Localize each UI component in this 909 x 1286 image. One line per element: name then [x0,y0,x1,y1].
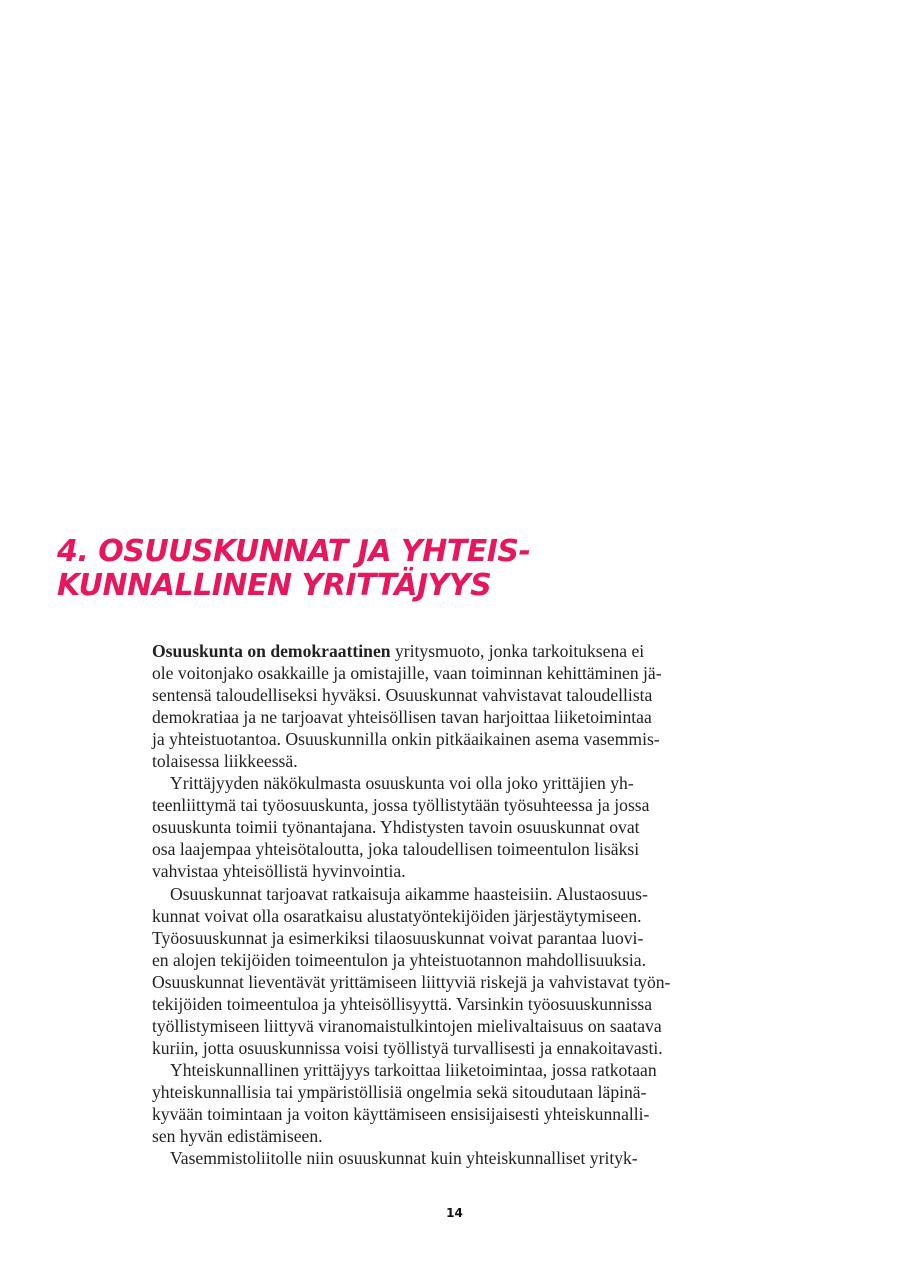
text-line: yhteiskunnallisia tai ympäristöllisiä ongelmia sekä sitoudutaan läpinä- [152,1081,647,1102]
text-line: teenliittymä tai työosuuskunta, jossa työllistytään työsuhteessa ja jossa [152,795,650,816]
text-fragment: yritysmuoto, jonka tarkoituksena ei [390,641,645,661]
text-line: demokratiaa ja ne tarjoavat yhteisöllisen tavan harjoittaa liiketoimintaa [152,707,652,728]
text-line: vahvistaa yhteisöllistä hyvinvointia. [152,861,406,882]
text-line: sen hyvän edistämiseen. [152,1126,323,1147]
paragraph [152,640,772,772]
text-line: ole voitonjako osakkaille ja omistajille, vaan toiminnan kehittäminen jä- [152,663,662,684]
chapter-heading-line: 4. OSUUSKUNNAT JA YHTEIS- [57,534,531,569]
chapter-heading-line: KUNNALLINEN YRITTÄJYYS [57,568,492,603]
text-line: tolaisessa liikkeessä. [152,751,298,772]
body-text [152,640,772,1169]
paragraph [152,1059,772,1147]
text-line: kuriin, jotta osuuskunnissa voisi työllistyä turvallisesti ja ennakoitavasti. [152,1037,663,1058]
text-line: Työosuuskunnat ja esimerkiksi tilaosuuskunnat voivat parantaa luovi- [152,927,644,948]
paragraph [152,1147,772,1169]
text-line: osuuskunta toimii työnantajana. Yhdistysten tavoin osuuskunnat ovat [152,817,640,838]
text-line: sentensä taloudelliseksi hyväksi. Osuuskunnat vahvistavat taloudellista [152,685,653,706]
text-line: tekijöiden toimeentuloa ja yhteisöllisyyttä. Varsinkin työosuuskunnissa [152,993,653,1014]
lead-in-bold: Osuuskunta on demokraattinen [152,641,391,661]
text-line: en alojen tekijöiden toimeentulon ja yhteistuotannon mahdollisuuksia. [152,949,646,970]
text-line: kyvään toimintaan ja voiton käyttämiseen ensisijaisesti yhteiskunnalli- [152,1103,650,1124]
page-number: 14 [446,1206,463,1220]
text-line: Yrittäjyyden näkökulmasta osuuskunta voi olla joko yrittäjien yh- [170,773,634,794]
text-line: osa laajempaa yhteisötaloutta, joka taloudellisen toimeentulon lisäksi [152,839,640,860]
text-line: ja yhteistuotantoa. Osuuskunnilla onkin pitkäaikainen asema vasemmis- [152,729,660,750]
paragraph [152,883,772,1059]
text-line: kunnat voivat olla osaratkaisu alustatyöntekijöiden järjestäytymiseen. [152,905,642,926]
text-line: Yhteiskunnallinen yrittäjyys tarkoittaa liiketoimintaa, jossa ratkotaan [170,1059,657,1080]
paragraph [152,772,772,882]
text-line [152,640,772,662]
chapter-heading [57,535,657,603]
text-line: Osuuskunnat lieventävät yrittämiseen liittyviä riskejä ja vahvistavat työn- [152,971,671,992]
text-line: Vasemmistoliitolle niin osuuskunnat kuin yhteiskunnalliset yrityk- [170,1148,638,1169]
text-line: työllistymiseen liittyvä viranomaistulkintojen mielivaltaisuus on saatava [152,1015,662,1036]
text-line: Osuuskunnat tarjoavat ratkaisuja aikamme haasteisiin. Alustaosuus- [170,883,648,904]
